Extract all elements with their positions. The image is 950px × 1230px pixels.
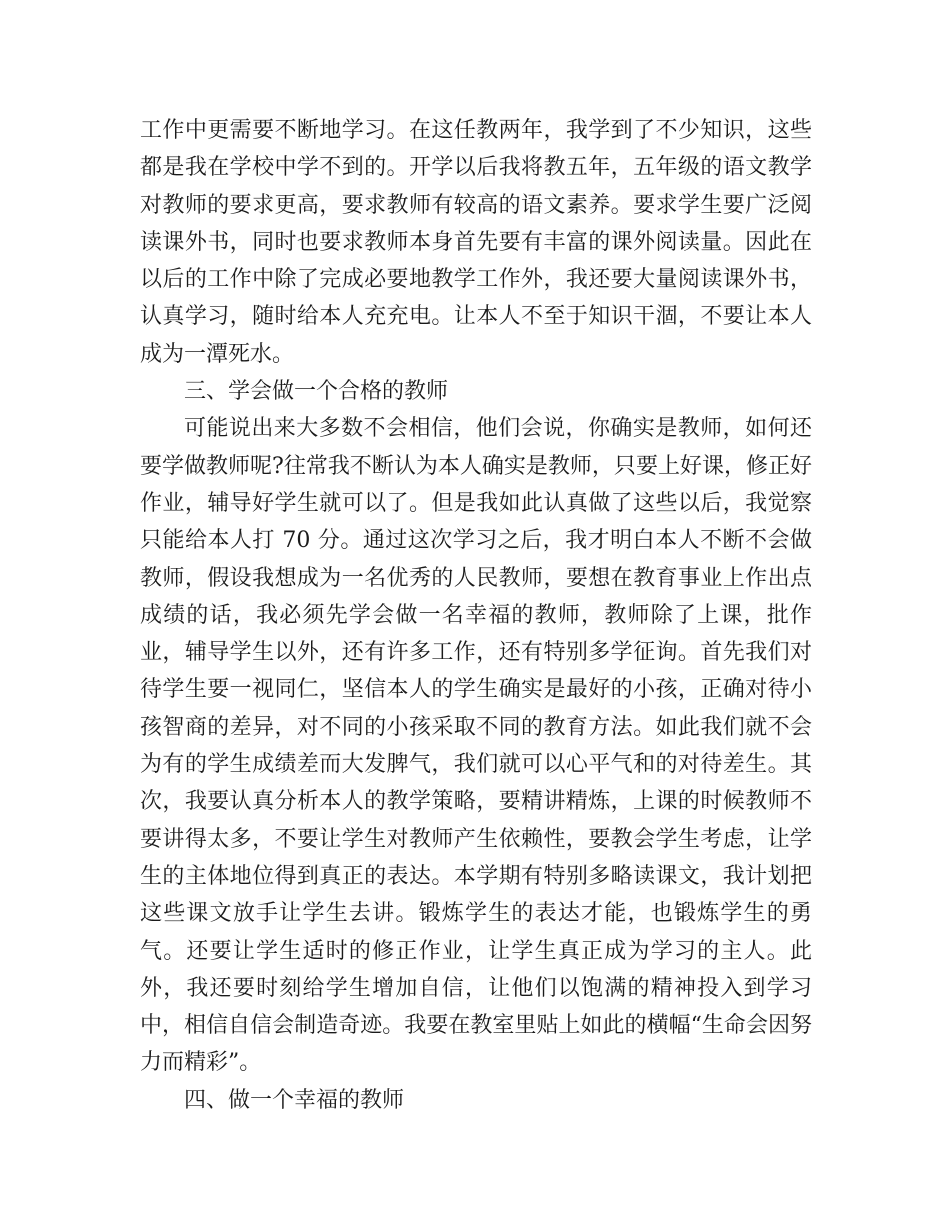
document-body xyxy=(140,112,812,1119)
section-heading-three: 三、学会做一个合格的教师 xyxy=(184,379,449,405)
section-heading-four: 四、做一个幸福的教师 xyxy=(184,1087,405,1113)
paragraph-continuation: 工作中更需要不断地学习。在这任教两年，我学到了不少知识，这些都是我在学校中学不到的。开学以后我将教五年，五年级的语文教学对教师的要求更高，要求教师有较高的语文素养。要求学生要广泛阅读课外书，同时也要求教师本身首先要有丰富的课外阅读量。因此在以后的工作中除了完成必要地教学工作外，我还要大量阅读课外书，认真学习，随时给本人充充电。让本人不至于知识干涸，不要让本人成为一潭死水。 xyxy=(140,118,812,367)
paragraph-body: 可能说出来大多数不会相信，他们会说，你确实是教师，如何还要学做教师呢?往常我不断认为本人确实是教师，只要上好课，修正好作业，辅导好学生就可以了。但是我如此认真做了这些以后，我觉察只能给本人打 70 分。通过这次学习之后，我才明白本人不断不会做教师，假设我想成为一名优秀的人民教师，要想在教育事业上作出点成绩的话，我必须先学会做一名幸福的教师，教师除了上课，批作业，辅导学生以外，还有许多工作，还有特别多学征询。首先我们对待学生要一视同仁，坚信本人的学生确实是最好的小孩，正确对待小孩智商的差异，对不同的小孩采取不同的教育方法。如此我们就不会为有的学生成绩差而大发脾气，我们就可以心平气和的对待差生。其次，我要认真分析本人的教学策略，要精讲精炼，上课的时候教师不要讲得太多，不要让学生对教师产生依赖性，要教会学生考虑，让学生的主体地位得到真正的表达。本学期有特别多略读课文，我计划把这些课文放手让学生去讲。锻炼学生的表达才能，也锻炼学生的勇气。还要让学生适时的修正作业，让学生真正成为学习的主人。此外，我还要时刻给学生增加自信，让他们以饱满的精神投入到学习中，相信自信会制造奇迹。我要在教室里贴上如此的横幅“生命会因努力而精彩”。 xyxy=(140,416,812,1076)
